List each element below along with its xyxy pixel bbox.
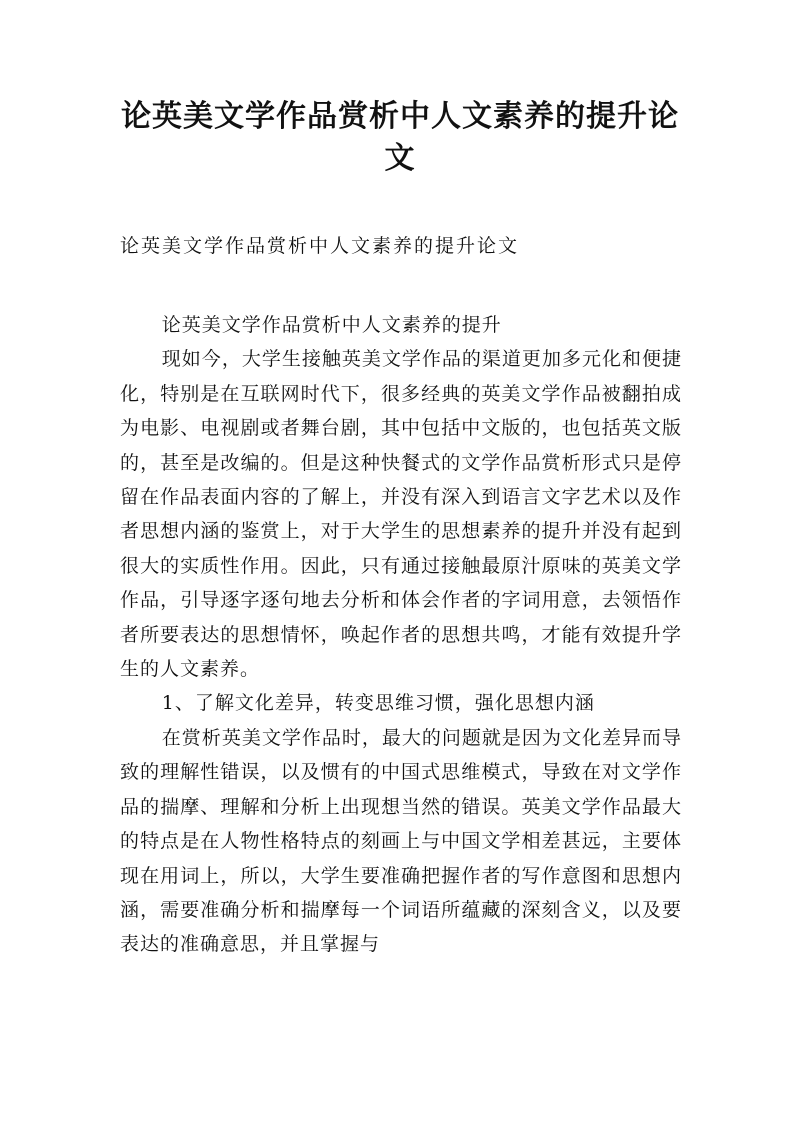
document-subtitle: 论英美文学作品赏析中人文素养的提升论文 xyxy=(120,235,520,257)
document-title: 论英美文学作品赏析中人文素养的提升论文 xyxy=(121,99,679,176)
body-paragraph: 在赏析英美文学作品时，最大的问题就是因为文化差异而导致的理解性错误，以及惯有的中国式思维模式，导致在对文学作品的揣摩、理解和分析上出现想当然的错误。英美文学作品最大的特点是在人物性格特点的刻画上与中国文学相差甚远，主要体现在用词上，所以，大学生要准确把握作者的写作意图和思想内涵，需要准确分析和揣摩每一个词语所蕴藏的深刻含义，以及要表达的准确意思，并且掌握与 xyxy=(120,726,682,956)
section-heading: 论英美文学作品赏析中人文素养的提升 xyxy=(161,314,502,336)
body-paragraph: 现如今，大学生接触英美文学作品的渠道更加多元化和便捷化，特别是在互联网时代下，很多经典的英美文学作品被翻拍成为电影、电视剧或者舞台剧，其中包括中文版的，也包括英文版的，甚至是改编的。但是这种快餐式的文学作品赏析形式只是停留在作品表面内容的了解上，并没有深入到语言文字艺术以及作者思想内涵的鉴赏上，对于大学生的思想素养的提升并没有起到很大的实质性作用。因此，只有通过接触最原汁原味的英美文学作品，引导逐字逐句地去分析和体会作者的字词用意，去领悟作者所要表达的思想情怀，唤起作者的思想共鸣，才能有效提升学生的人文素养。 xyxy=(120,348,682,681)
section-heading: 1、了解文化差异，转变思维习惯，强化思想内涵 xyxy=(161,692,595,715)
document-body xyxy=(120,308,682,962)
